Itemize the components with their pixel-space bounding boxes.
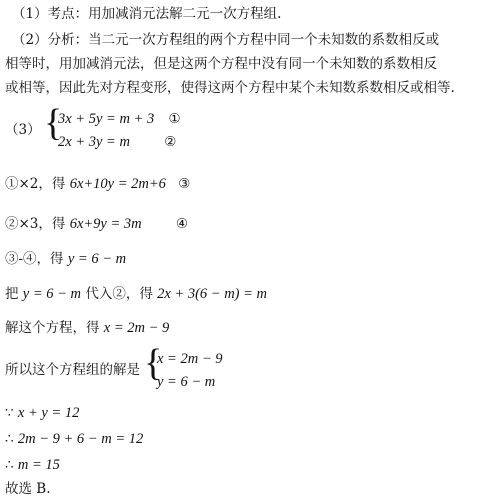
step-4-text-b: 代入②，得 (81, 286, 158, 302)
step-4 (5, 286, 267, 302)
step-9 (5, 457, 60, 473)
step-5-text: 解这个方程，得 (5, 320, 104, 336)
equation-2-tag: ② (164, 134, 177, 150)
analysis-line-1: （2）分析：当二元一次方程组的两个方程中同一个未知数的系数相反或 (12, 32, 440, 48)
step-3 (5, 251, 126, 267)
step-3-text: ③-④，得 (5, 251, 68, 267)
step-1-text: ①×2，得 (5, 176, 70, 192)
equation-2 (58, 134, 176, 150)
solution-brace: { (144, 342, 163, 384)
step-4-math-a: y = 6 − m (22, 286, 82, 302)
part3-label: （3） (5, 122, 41, 138)
step-4-math-b: 2x + 3(6 − m) = m (157, 286, 268, 302)
step-8-math: 2m − 9 + 6 − m = 12 (17, 431, 144, 447)
step-2-text: ②×3，得 (5, 216, 70, 232)
step-4-text-a: 把 (5, 286, 23, 302)
step-1-math: 6x+10y = 2m+6 (69, 176, 166, 192)
solution-y (157, 374, 215, 390)
step-8 (5, 431, 143, 447)
equation-1 (58, 111, 181, 127)
therefore-symbol: ∴ (5, 457, 18, 473)
equation-1-tag: ① (168, 111, 181, 127)
solution-x-math: x = 2m − 9 (157, 351, 223, 367)
step-2-tag: ④ (175, 216, 189, 232)
therefore-symbol: ∴ (5, 431, 18, 447)
step-2 (5, 216, 188, 232)
step-6-text: 所以这个方程组的解是 (5, 362, 140, 378)
step-7-math: x + y = 12 (17, 405, 80, 421)
analysis-line-3: 或相等，因此先对方程变形，使得这两个方程中某个未知数系数相反或相等. (5, 80, 455, 96)
system-brace: { (44, 102, 63, 144)
step-7 (5, 405, 79, 421)
equation-2-math: 2x + 3y = m (58, 134, 130, 150)
solution-y-math: y = 6 − m (157, 374, 216, 390)
step-1 (5, 176, 190, 192)
step-5-math: x = 2m − 9 (103, 320, 170, 336)
because-symbol: ∵ (5, 405, 18, 421)
step-1-tag: ③ (178, 176, 191, 192)
step-3-math: y = 6 − m (67, 251, 127, 267)
equation-1-math: 3x + 5y = m + 3 (58, 111, 155, 127)
point-line: （1）考点：用加减消元法解二元一次方程组. (12, 6, 282, 22)
answer-line: 故选 B. (5, 481, 51, 497)
analysis-line-2: 相等时，用加减消元法，但是这两个方程中没有同一个未知数的系数相反 (5, 56, 437, 72)
step-2-math: 6x+9y = 3m (69, 216, 142, 232)
solution-x (157, 351, 222, 367)
step-5 (5, 320, 169, 336)
step-9-math: m = 15 (17, 457, 60, 473)
